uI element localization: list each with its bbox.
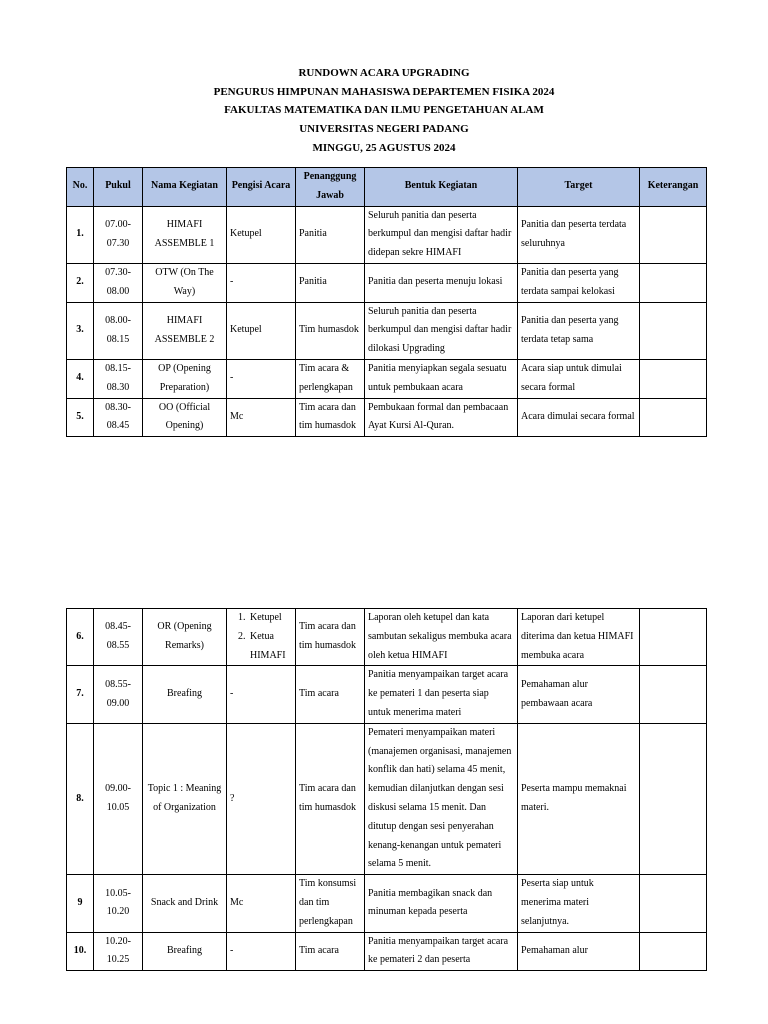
title-line-4: UNIVERSITAS NEGERI PADANG xyxy=(299,123,469,136)
cell-pukul: 07.30-08.00 xyxy=(94,263,143,302)
table-row xyxy=(67,302,707,359)
table-row xyxy=(67,263,707,302)
cell-target: Pemahaman alur xyxy=(518,932,640,971)
cell-bentuk-kegiatan: Panitia menyiapkan segala sesuatu untuk pembukaan acara xyxy=(365,359,518,398)
cell-pengisi-acara: Ketupel xyxy=(227,206,296,263)
cell-pukul: 10.20-10.25 xyxy=(94,932,143,971)
cell-bentuk-kegiatan: Panitia menyampaikan target acara ke pemateri 1 dan peserta siap untuk menerima materi xyxy=(365,666,518,723)
cell-bentuk-kegiatan: Seluruh panitia dan peserta berkumpul dan mengisi daftar hadir didepan sekre HIMAFI xyxy=(365,206,518,263)
cell-pukul: 08.15-08.30 xyxy=(94,359,143,398)
cell-no: 9 xyxy=(67,875,94,932)
cell-keterangan xyxy=(640,398,707,437)
table-header-row xyxy=(67,168,707,207)
pengisi-list-item: 1. Ketupel xyxy=(248,609,292,628)
cell-nama-kegiatan: OTW (On The Way) xyxy=(143,263,227,302)
pengisi-list-item: 2. Ketua HIMAFI xyxy=(248,628,292,666)
cell-pengisi-acara: - xyxy=(227,666,296,723)
cell-nama-kegiatan: OP (Opening Preparation) xyxy=(143,359,227,398)
col-header-keterangan: Keterangan xyxy=(640,168,707,207)
cell-keterangan xyxy=(640,723,707,874)
cell-penanggung-jawab: Tim acara dan tim humasdok xyxy=(296,609,365,666)
cell-bentuk-kegiatan: Panitia membagikan snack dan minuman kepada peserta xyxy=(365,875,518,932)
cell-pukul: 09.00-10.05 xyxy=(94,723,143,874)
cell-bentuk-kegiatan: Panitia dan peserta menuju lokasi xyxy=(365,263,518,302)
cell-nama-kegiatan: OO (Official Opening) xyxy=(143,398,227,437)
cell-nama-kegiatan: Topic 1 : Meaning of Organization xyxy=(143,723,227,874)
cell-pukul: 07.00-07.30 xyxy=(94,206,143,263)
cell-pukul: 08.45-08.55 xyxy=(94,609,143,666)
cell-bentuk-kegiatan: Laporan oleh ketupel dan kata sambutan sekaligus membuka acara oleh ketua HIMAFI xyxy=(365,609,518,666)
cell-penanggung-jawab: Tim acara dan tim humasdok xyxy=(296,723,365,874)
cell-keterangan xyxy=(640,875,707,932)
pengisi-list xyxy=(230,609,292,665)
cell-bentuk-kegiatan: Panitia menyampaikan target acara ke pemateri 2 dan peserta xyxy=(365,932,518,971)
title-line-2: PENGURUS HIMPUNAN MAHASISWA DEPARTEMEN FISIKA 2024 xyxy=(213,85,555,98)
cell-target: Acara dimulai secara formal xyxy=(518,398,640,437)
col-header-no: No. xyxy=(67,168,94,207)
cell-target: Acara siap untuk dimulai secara formal xyxy=(518,359,640,398)
cell-pengisi-acara: - xyxy=(227,359,296,398)
cell-nama-kegiatan: Snack and Drink xyxy=(143,875,227,932)
cell-no: 6. xyxy=(67,609,94,666)
cell-no: 4. xyxy=(67,359,94,398)
cell-pengisi-acara: - xyxy=(227,932,296,971)
cell-penanggung-jawab: Tim humasdok xyxy=(296,302,365,359)
table-row xyxy=(67,609,707,666)
col-header-penanggung-jawab: Penanggung Jawab xyxy=(296,168,365,207)
cell-target: Panitia dan peserta yang terdata tetap sama xyxy=(518,302,640,359)
cell-no: 1. xyxy=(67,206,94,263)
table-row xyxy=(67,723,707,874)
cell-pengisi-acara: Mc xyxy=(227,875,296,932)
table-row xyxy=(67,206,707,263)
cell-no: 3. xyxy=(67,302,94,359)
cell-penanggung-jawab: Tim acara dan tim humasdok xyxy=(296,398,365,437)
cell-pengisi-acara xyxy=(227,609,296,666)
table-row xyxy=(67,398,707,437)
cell-penanggung-jawab: Panitia xyxy=(296,263,365,302)
cell-bentuk-kegiatan: Seluruh panitia dan peserta berkumpul dan mengisi daftar hadir dilokasi Upgrading xyxy=(365,302,518,359)
cell-target: Laporan dari ketupel diterima dan ketua HIMAFI membuka acara xyxy=(518,609,640,666)
rundown-table-page-2 xyxy=(66,608,707,971)
cell-pengisi-acara: - xyxy=(227,263,296,302)
cell-pukul: 08.00-08.15 xyxy=(94,302,143,359)
cell-keterangan xyxy=(640,302,707,359)
cell-no: 8. xyxy=(67,723,94,874)
cell-nama-kegiatan: OR (Opening Remarks) xyxy=(143,609,227,666)
cell-keterangan xyxy=(640,609,707,666)
cell-penanggung-jawab: Tim acara & perlengkapan xyxy=(296,359,365,398)
cell-nama-kegiatan: Breafing xyxy=(143,666,227,723)
cell-keterangan xyxy=(640,359,707,398)
col-header-target: Target xyxy=(518,168,640,207)
rundown-table-page-1 xyxy=(66,167,707,437)
cell-no: 7. xyxy=(67,666,94,723)
cell-target: Peserta siap untuk menerima materi selanjutnya. xyxy=(518,875,640,932)
title-line-5: MINGGU, 25 AGUSTUS 2024 xyxy=(312,141,456,154)
cell-target: Panitia dan peserta terdata seluruhnya xyxy=(518,206,640,263)
cell-pengisi-acara: Ketupel xyxy=(227,302,296,359)
cell-bentuk-kegiatan: Pemateri menyampaikan materi (manajemen organisasi, manajemen konflik dan hati) selama 45 menit, kemudian dilanjutkan dengan sesi diskusi selama 15 menit. Dan ditutup dengan sesi penyerahan kenang-kenangan untuk pemateri selama 5 menit. xyxy=(365,723,518,874)
cell-penanggung-jawab: Panitia xyxy=(296,206,365,263)
cell-keterangan xyxy=(640,206,707,263)
col-header-pengisi-acara: Pengisi Acara xyxy=(227,168,296,207)
cell-pukul: 10.05-10.20 xyxy=(94,875,143,932)
cell-pengisi-acara: ? xyxy=(227,723,296,874)
cell-pukul: 08.30-08.45 xyxy=(94,398,143,437)
table-row xyxy=(67,875,707,932)
title-line-3: FAKULTAS MATEMATIKA DAN ILMU PENGETAHUAN ALAM xyxy=(224,104,544,117)
cell-penanggung-jawab: Tim acara xyxy=(296,666,365,723)
col-header-pukul: Pukul xyxy=(94,168,143,207)
cell-no: 5. xyxy=(67,398,94,437)
cell-nama-kegiatan: HIMAFI ASSEMBLE 2 xyxy=(143,302,227,359)
cell-keterangan xyxy=(640,666,707,723)
cell-pukul: 08.55-09.00 xyxy=(94,666,143,723)
title-line-1: RUNDOWN ACARA UPGRADING xyxy=(298,67,470,79)
document-header xyxy=(0,64,768,158)
col-header-bentuk-kegiatan: Bentuk Kegiatan xyxy=(365,168,518,207)
cell-bentuk-kegiatan: Pembukaan formal dan pembacaan Ayat Kursi Al-Quran. xyxy=(365,398,518,437)
cell-keterangan xyxy=(640,932,707,971)
cell-nama-kegiatan: HIMAFI ASSEMBLE 1 xyxy=(143,206,227,263)
table-row xyxy=(67,359,707,398)
cell-no: 2. xyxy=(67,263,94,302)
table-row xyxy=(67,666,707,723)
cell-penanggung-jawab: Tim konsumsi dan tim perlengkapan xyxy=(296,875,365,932)
cell-target: Pemahaman alur pembawaan acara xyxy=(518,666,640,723)
col-header-nama-kegiatan: Nama Kegiatan xyxy=(143,168,227,207)
cell-nama-kegiatan: Breafing xyxy=(143,932,227,971)
cell-penanggung-jawab: Tim acara xyxy=(296,932,365,971)
cell-keterangan xyxy=(640,263,707,302)
table-row xyxy=(67,932,707,971)
cell-target: Panitia dan peserta yang terdata sampai kelokasi xyxy=(518,263,640,302)
cell-target: Peserta mampu memaknai materi. xyxy=(518,723,640,874)
cell-no: 10. xyxy=(67,932,94,971)
cell-pengisi-acara: Mc xyxy=(227,398,296,437)
